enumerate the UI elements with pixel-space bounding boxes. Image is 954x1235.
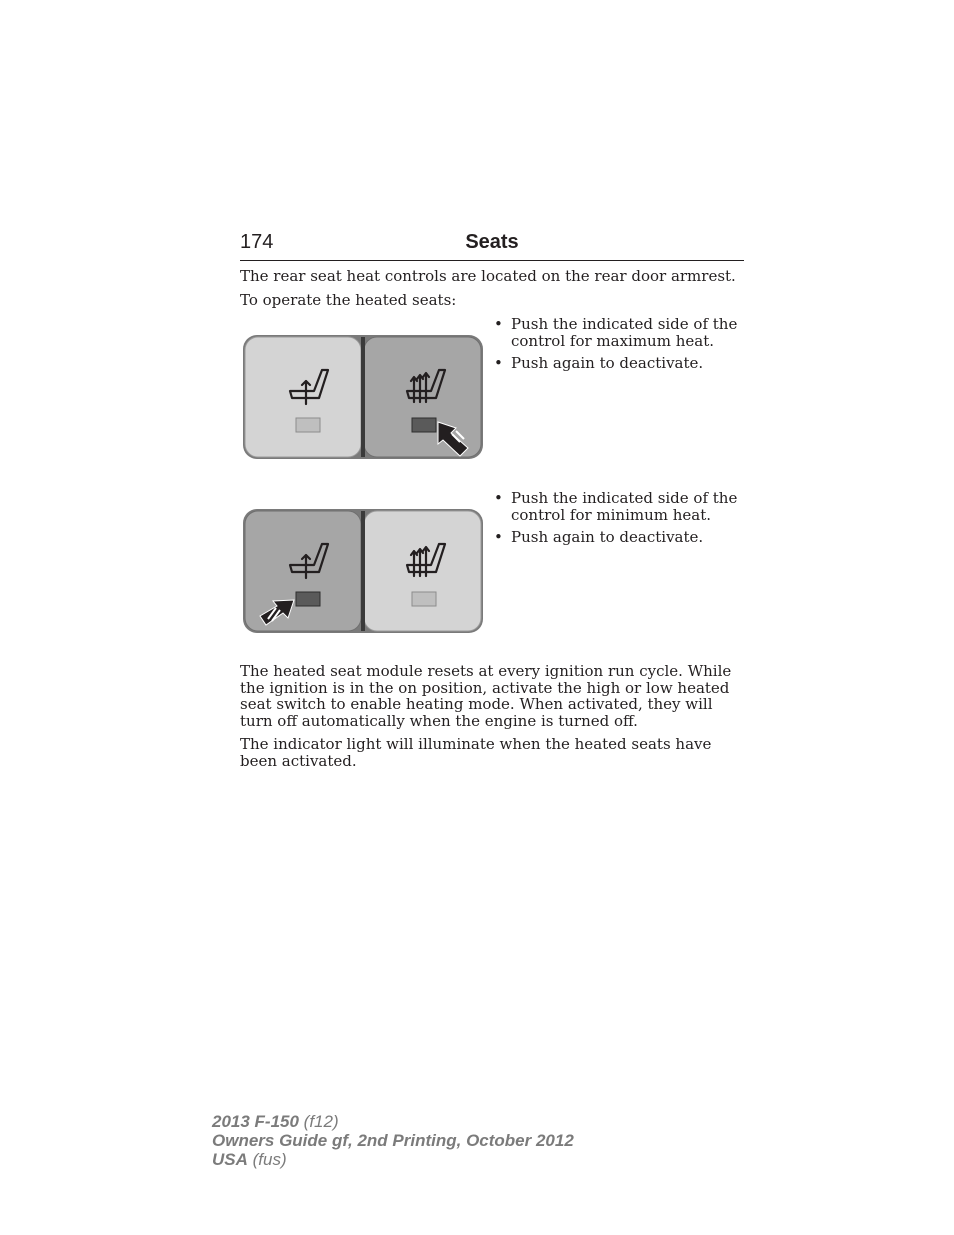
heated-seat-switch-min-figure <box>242 508 484 634</box>
bullet-icon: • <box>494 528 503 546</box>
footer-region-line: USA (fus) <box>212 1150 287 1169</box>
min-heat-bullet-list <box>494 490 744 552</box>
heated-seat-switch-max-illustration <box>242 334 484 460</box>
intro-paragraph-operate: To operate the heated seats: <box>240 291 457 309</box>
document-footer <box>212 1112 574 1169</box>
bullet-icon: • <box>494 354 503 372</box>
heated-seat-switch-min-illustration <box>242 508 484 634</box>
body-paragraph-reset: The heated seat module resets at every ignition run cycle. While the ignition is in the on position, activate the high or low heated seat switch to enable heating mode. When activated, they will turn off automatically when the engine is turned off. <box>240 662 732 730</box>
footer-model-line: 2013 F-150 (f12) <box>212 1112 339 1131</box>
bullet-icon: • <box>494 489 503 507</box>
bullet-text: Push again to deactivate. <box>511 528 704 546</box>
body-paragraph-indicator: The indicator light will illuminate when the heated seats have been activated. <box>240 735 712 770</box>
heated-seat-switch-max-figure <box>242 334 484 460</box>
list-item <box>494 490 744 523</box>
bullet-text: Push the indicated side of the control for maximum heat. <box>511 315 738 350</box>
intro-paragraph-location: The rear seat heat controls are located on the rear door armrest. <box>240 267 736 285</box>
bullet-text: Push the indicated side of the control for minimum heat. <box>511 489 738 524</box>
list-item <box>494 316 744 349</box>
page-header <box>240 230 744 261</box>
page-number: 174 <box>240 231 274 253</box>
bullet-text: Push again to deactivate. <box>511 354 704 372</box>
section-title: Seats <box>465 231 519 253</box>
list-item <box>494 355 744 372</box>
footer-guide-line: Owners Guide gf, 2nd Printing, October 2012 <box>212 1131 574 1150</box>
max-heat-bullet-list <box>494 316 744 378</box>
list-item <box>494 529 744 546</box>
bullet-icon: • <box>494 315 503 333</box>
